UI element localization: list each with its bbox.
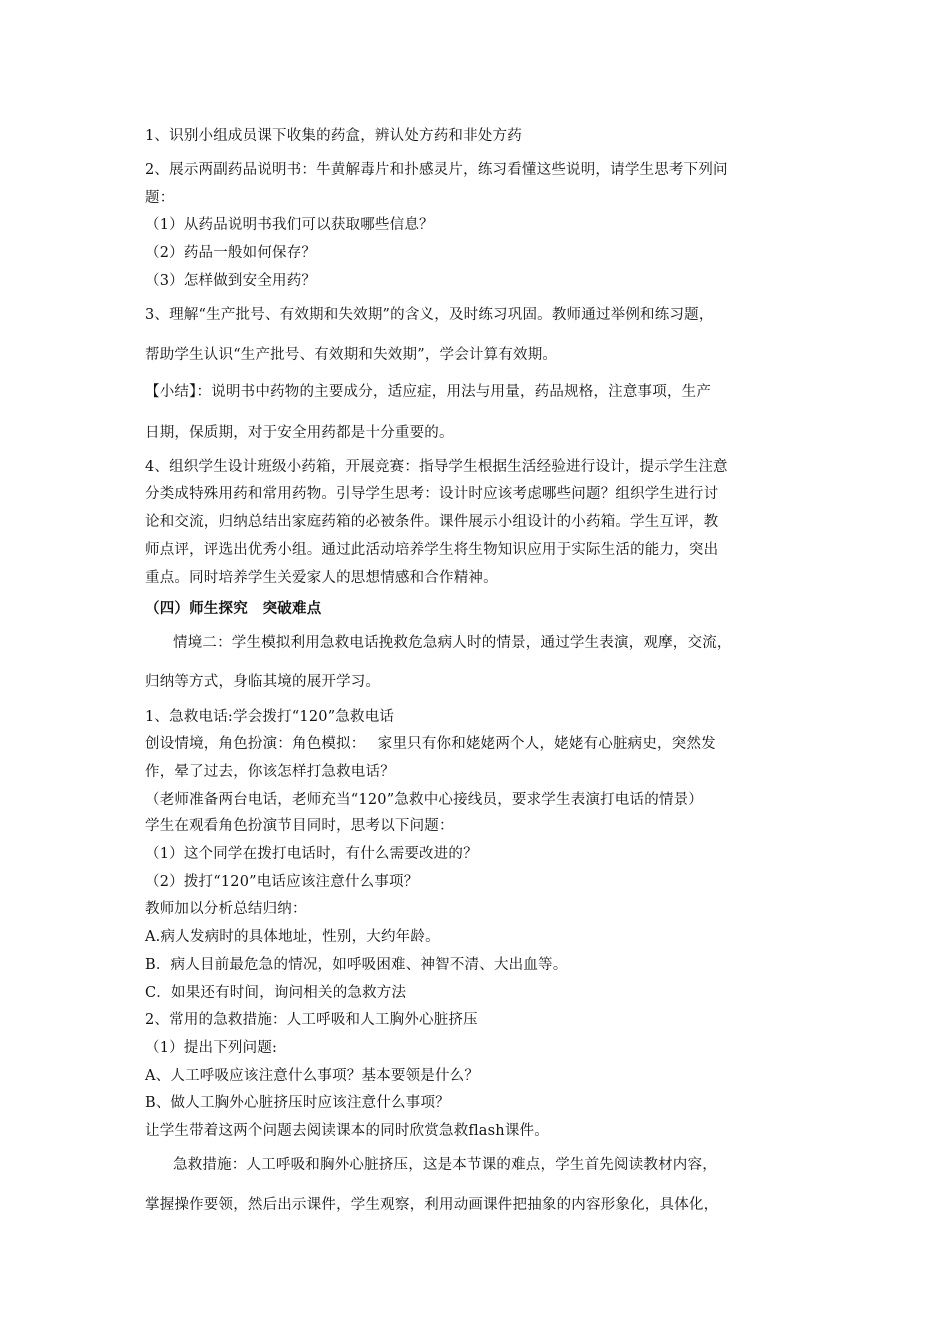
text-line: 情境二：学生模拟利用急救电话挽救危急病人时的情景，通过学生表演，观摩，交流， (173, 635, 732, 651)
text-line: B．病人目前最危急的情况，如呼吸困难、神智不清、大出血等。 (145, 957, 568, 973)
text-line: 学生在观看角色扮演节目同时，思考以下问题： (145, 818, 454, 834)
text-line: 创设情境，角色扮演：角色模拟： 家里只有你和姥姥两个人，姥姥有心脏病史，突然发 (145, 736, 716, 752)
text-line: 帮助学生认识“生产批号、有效期和失效期”，学会计算有效期。 (145, 347, 558, 363)
text-line: 3、理解“生产批号、有效期和失效期”的含义，及时练习巩固。教师通过举例和练习题， (145, 307, 714, 323)
section-heading: （四）师生探究 突破难点 (145, 600, 322, 617)
text-line: （1）提出下列问题: (145, 1040, 278, 1056)
text-line: 重点。同时培养学生关爱家人的思想情感和合作精神。 (145, 570, 498, 586)
text-line: C．如果还有时间，询问相关的急救方法 (145, 985, 407, 1001)
text-line: 掌握操作要领，然后出示课件，学生观察，利用动画课件把抽象的内容形象化，具体化， (145, 1197, 719, 1213)
text-line: A.病人发病时的具体地址，性别，大约年龄。 (145, 929, 440, 945)
text-line: 论和交流，归纳总结出家庭药箱的必被条件。课件展示小组设计的小药箱。学生互评，教 (145, 514, 719, 530)
text-line: （1）从药品说明书我们可以获取哪些信息？ (145, 217, 434, 233)
text-line: 作，晕了过去，你该怎样打急救电话？ (145, 764, 395, 780)
text-line: 师点评，评选出优秀小组。通过此活动培养学生将生物知识应用于实际生活的能力，突出 (145, 542, 719, 558)
text-line: 归纳等方式，身临其境的展开学习。 (145, 674, 381, 690)
text-line: 让学生带着这两个问题去阅读课本的同时欣赏急救flash课件。 (145, 1123, 549, 1139)
text-line: （2）拨打“120”电话应该注意什么事项？ (145, 874, 419, 890)
text-line: B、做人工胸外心脏挤压时应该注意什么事项？ (145, 1095, 450, 1111)
text-line: 1、识别小组成员课下收集的药盒，辨认处方药和非处方药 (145, 128, 522, 144)
text-line: （2）药品一般如何保存？ (145, 245, 317, 261)
text-line: 日期，保质期，对于安全用药都是十分重要的。 (145, 425, 454, 441)
text-line: （1）这个同学在拨打电话时，有什么需要改进的？ (145, 846, 478, 862)
text-line: A、人工呼吸应该注意什么事项？基本要领是什么？ (145, 1068, 480, 1084)
text-line: 4、组织学生设计班级小药箱，开展竞赛：指导学生根据生活经验进行设计，提示学生注意 (145, 459, 728, 475)
text-line: 2、展示两副药品说明书：牛黄解毒片和扑感灵片，练习看懂这些说明，请学生思考下列问 (145, 162, 728, 178)
text-line: 题： (145, 190, 175, 206)
text-line: 分类成特殊用药和常用药物。引导学生思考：设计时应该考虑哪些问题？组织学生进行讨 (145, 486, 719, 502)
text-line: （老师准备两台电话，老师充当“120”急救中心接线员，要求学生表演打电话的情景） (145, 792, 703, 808)
text-line: 2、常用的急救措施：人工呼吸和人工胸外心脏挤压 (145, 1012, 478, 1028)
text-line: （3）怎样做到安全用药？ (145, 273, 317, 289)
text-line: 1、急救电话:学会拨打“120”急救电话 (145, 709, 395, 725)
text-line: 教师加以分析总结归纳： (145, 901, 307, 917)
summary-line: 【小结】：说明书中药物的主要成分，适应症，用法与用量，药品规格，注意事项，生产 (145, 384, 712, 400)
text-line: 急救措施：人工呼吸和胸外心脏挤压，这是本节课的难点，学生首先阅读教材内容， (173, 1157, 717, 1173)
